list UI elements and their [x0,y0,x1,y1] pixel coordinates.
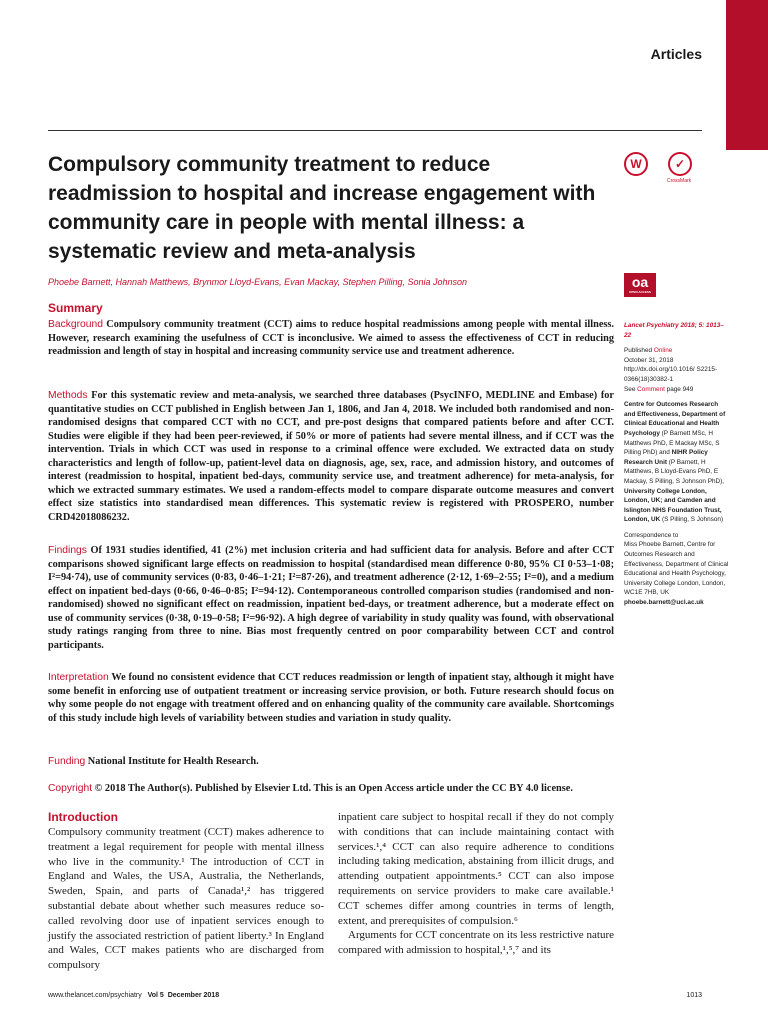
article-badges [624,152,694,176]
comment-link[interactable]: Comment [637,385,665,393]
published-online-link[interactable]: Online [653,347,673,355]
oa-sub-label: OPEN ACCESS [629,290,651,294]
doi-link[interactable]: http://dx.doi.org/10.1016/ S2215-0366(18)30382-1 [624,366,718,383]
abstract-interpretation [48,671,614,725]
open-access-badge [624,273,656,297]
w-article-icon[interactable]: W [624,152,648,176]
findings-label: Findings [48,545,87,556]
footer-date: December 2018 [167,992,220,999]
article-sidebar [624,321,730,608]
abstract-copyright [48,782,614,796]
page-number: 1013 [686,992,702,999]
interpretation-label: Interpretation [48,672,109,683]
background-label: Background [48,319,103,330]
introduction-heading: Introduction [48,810,118,824]
summary-heading: Summary [48,301,103,315]
correspondence-address: Miss Phoebe Barnett, Centre for Outcomes Research and Effectiveness, Department of Clinical Educational and Health Psychology, University College London, London, WC1E 7HB, UK [624,541,729,597]
introduction-col2-para2: Arguments for CCT concentrate on its less restrictive nature compared with admission to hospital,¹,⁵,⁷ and its [338,929,614,957]
published-line [624,346,730,356]
methods-text: For this systematic review and meta-analysis, we searched three databases (PsycINFO, MEDLINE and Embase) for quantitative studies on CCT published in English between Jan 1, 1806, and Jan 4, 2018. We included both randomised and non-randomised designs that compared CCT with no CCT, and pre-post designs that compared patients before and after CCT. Studies were eligible if they had been peer-reviewed, if 50% or more of patients had severe mental illness, and if CCT was the intervention. Trials in which CCT was used in response to a criminal offence were excluded. We extracted data on study characteristics and length of follow-up, patient-level data on diagnosis, age, sex, race, and admission history, and outcomes of interest (readmission to hospital, inpatient bed-days, community service use, and treatment adherence) for meta-analysis, for which we extracted summary estimates. We used a random-effects model to compare disparate outcome measures and convert effect size statistics into standardised mean differences. This systematic review is registered with PROSPERO, number CRD42018086232. [48,390,614,523]
affiliation-1-authors: (P Barnett MSc, H Matthews PhD, E Mackay MSc, S Pilling PhD) and [624,429,720,457]
methods-label: Methods [48,390,88,401]
copyright-label: Copyright [48,783,93,794]
funding-label: Funding [48,756,86,767]
header-rule [48,130,702,131]
crossmark-label: CrossMark [667,178,692,184]
see-prefix: See [624,385,638,393]
see-comment-line [624,385,730,395]
affiliation-1: Centre for Outcomes Research and Effectiveness, Department of Clinical Educational and Health Psychology [624,401,726,437]
introduction-col2-para1: inpatient care subject to hospital recall if they do not comply with conditions that can include maintaining contact with services.¹,⁴ CCT can also require adherence to conditions including taking medication, abstaining from illicit drugs, and attending outpatient appointments.⁵ CCT can also impose requirements on service providers to make care available.¹ CCT schemes differ among countries in terms of length, extent, and prerequisites of compulsion.⁶ [338,811,614,927]
author-list: Phoebe Barnett, Hannah Matthews, Brynmor Lloyd-Evans, Evan Mackay, Stephen Pilling, Sonia Johnson [48,277,468,287]
section-label: Articles [650,46,702,62]
published-prefix: Published [624,347,654,355]
article-title: Compulsory community treatment to reduce readmission to hospital and increase engagement with community care in people with mental illness: a systematic review and meta-analysis [48,153,596,263]
affiliation-3: University College London, London, UK; and Camden and Islington NHS Foundation Trust, London, UK [624,487,722,524]
corner-accent-bar [726,0,768,150]
journal-reference: Lancet Psychiatry 2018; 5: 1013–22 [624,322,724,339]
affiliations [624,400,730,525]
findings-text: Of 1931 studies identified, 41 (2%) met inclusion criteria and had sufficient data for analysis. Before and after CCT comparisons showed significant large effects on readmission to hospital (standardised mean difference 0·80, 95% CI 0·53–1·08; I²=94·74), use of community services (0·83, 0·46–1·21; I²=87·26), and treatment adherence (2·12, 1·69–2·55; I²=0), and a medium effect on inpatient bed-days (0·66, 0·46–0·85; I²=94·12). Contemporaneous controlled comparison studies (randomised and non-randomised) showed no significant effect on readmission, inpatient bed-days, or treatment adherence, but a moderate effect on use of community services (0·38, 0·19–0·58; I²=96·92). A high degree of variability in study quality was found, with observational study ratings ranging from three to nine. Bias most frequently centred on poor comparability between CCT and control participants. [48,545,614,651]
interpretation-text: We found no consistent evidence that CCT reduces readmission or length of inpatient stay, although it might have some benefit in enforcing use of outpatient treatment or increasing service provision, or both. Future research should focus on why some people do not engage with treatment offered and on enhancing quality of the community care available. Shortcomings of this study include high levels of variability between studies and variation in study quality. [48,672,614,724]
footer-volume: Vol 5 [147,992,164,999]
funding-text: National Institute for Health Research. [85,756,259,767]
introduction-column-1: Compulsory community treatment (CCT) makes adherence to treatment a legal requirement for people with mental illness who live in the community.¹ The introduction of CCT in England and Wales, the USA, Australia, the Netherlands, Sweden, Spain, and parts of Canada¹,² has triggered substantial debate about whether such measures reduce so-called revolving door use of inpatient services enough to justify the associated restriction of patient liberty.³ In England and Wales, CCT makes patients who are discharged from compulsory [48,826,324,972]
see-suffix: page 949 [664,385,694,393]
abstract-findings [48,544,614,652]
published-date: October 31, 2018 [624,356,674,364]
oa-label: oa [631,274,649,290]
affiliation-2-authors: (P Barnett, H Matthews, B Lloyd-Evans PhD, E Mackay, S Pilling, S Johnson PhD), [624,458,725,485]
abstract-background [48,318,614,359]
correspondence-label: Correspondence to [624,531,679,539]
abstract-funding [48,755,614,769]
footer-url[interactable]: www.thelancet.com/psychiatry [48,992,142,999]
affiliation-3-authors: (S Pilling, S Johnson) [660,516,724,524]
introduction-column-2 [338,810,614,958]
copyright-text: © 2018 The Author(s). Published by Elsevier Ltd. This is an Open Access article under the CC BY 4.0 license. [92,783,573,794]
background-text: Compulsory community treatment (CCT) aims to reduce hospital readmissions among people with mental illness. However, research examining the usefulness of CCT is inconclusive. We aimed to assess the effectiveness of CCT in reducing readmission and length of stay in hospital and increasing community service use and treatment adherence. [48,319,614,357]
correspondence-email[interactable]: phoebe.barnett@ucl.ac.uk [624,599,704,607]
abstract-methods [48,389,614,524]
crossmark-icon[interactable]: ✓ [668,152,692,176]
affiliation-2: NIHR Policy Research Unit [624,449,708,466]
footer-citation [48,992,219,999]
